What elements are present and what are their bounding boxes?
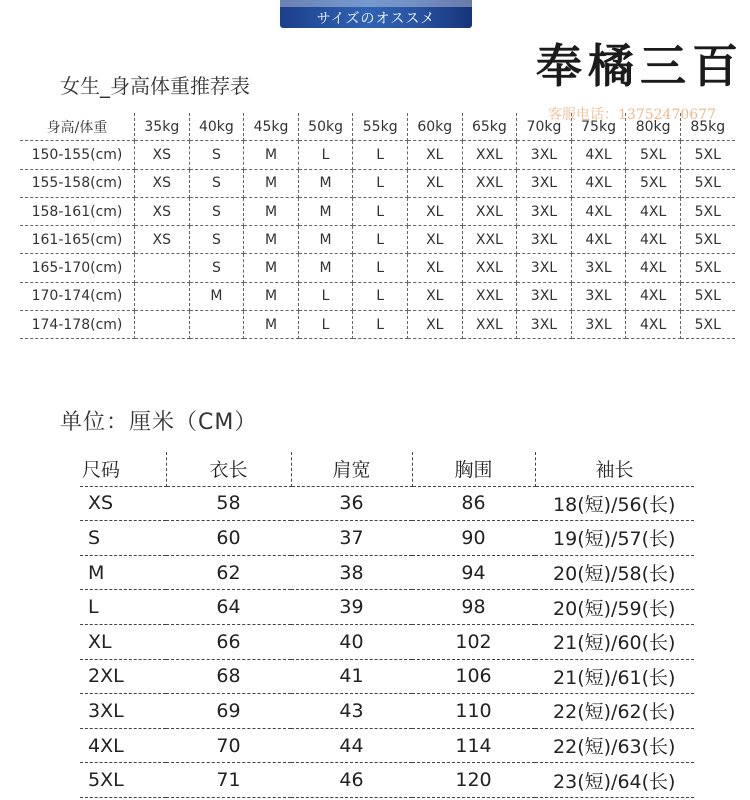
banner-subtitle: サイズのオススメ: [316, 11, 436, 27]
shoulder-value: 40: [291, 624, 412, 659]
recommended-size: M: [298, 197, 353, 225]
header-length: 衣长: [166, 452, 291, 486]
sleeve-value: 20(短)/59(长): [535, 590, 694, 625]
unit-title: 单位：厘米（CM）: [60, 410, 258, 435]
size-value: 5XL: [80, 763, 166, 798]
recommended-size: [135, 282, 190, 310]
weight-header: 85kg: [680, 113, 734, 141]
recommended-size: S: [189, 197, 244, 225]
weight-header: 45kg: [244, 113, 299, 141]
recommend-row: [20, 311, 735, 339]
recommended-size: 5XL: [626, 141, 681, 169]
size-value: L: [80, 590, 166, 625]
chest-value: 102: [412, 624, 535, 659]
sleeve-value: 21(短)/60(长): [535, 624, 694, 659]
length-value: 69: [166, 694, 291, 729]
chest-value: 98: [412, 590, 535, 625]
recommended-size: M: [244, 254, 299, 282]
recommended-size: XXL: [462, 197, 517, 225]
recommended-size: 4XL: [571, 169, 626, 197]
size-value: XS: [80, 486, 166, 521]
recommended-size: 3XL: [517, 169, 572, 197]
size-value: XL: [80, 624, 166, 659]
height-range: 174-178(cm): [20, 311, 135, 339]
size-value: M: [80, 555, 166, 590]
recommend-row: [20, 141, 735, 169]
measurement-row: [80, 763, 694, 798]
recommended-size: 3XL: [517, 254, 572, 282]
recommended-size: XL: [407, 197, 462, 225]
recommended-size: XS: [135, 169, 190, 197]
weight-header: 50kg: [298, 113, 353, 141]
sleeve-value: 18(短)/56(长): [535, 486, 694, 521]
recommended-size: 4XL: [626, 197, 681, 225]
header-chest: 胸围: [412, 452, 535, 486]
recommended-size: 3XL: [517, 226, 572, 254]
recommended-size: M: [244, 169, 299, 197]
recommended-size: [135, 254, 190, 282]
recommended-size: XXL: [462, 311, 517, 339]
recommended-size: L: [353, 226, 408, 254]
measurement-row: [80, 624, 694, 659]
header-size: 尺码: [80, 452, 166, 486]
height-range: 150-155(cm): [20, 141, 135, 169]
recommended-size: XXL: [462, 226, 517, 254]
recommend-row: [20, 197, 735, 225]
recommended-size: M: [244, 282, 299, 310]
shoulder-value: 39: [291, 590, 412, 625]
weight-header: 55kg: [353, 113, 408, 141]
recommend-row: [20, 226, 735, 254]
measurement-header-row: [80, 452, 694, 486]
sleeve-value: 20(短)/58(长): [535, 555, 694, 590]
shoulder-value: 41: [291, 659, 412, 694]
measurement-row: [80, 555, 694, 590]
recommended-size: 4XL: [571, 197, 626, 225]
recommended-size: 5XL: [680, 226, 734, 254]
recommended-size: XS: [135, 226, 190, 254]
recommended-size: 4XL: [626, 254, 681, 282]
recommended-size: M: [244, 226, 299, 254]
size-value: 2XL: [80, 659, 166, 694]
size-value: 3XL: [80, 694, 166, 729]
recommended-size: [189, 311, 244, 339]
recommended-size: S: [189, 226, 244, 254]
recommended-size: L: [298, 282, 353, 310]
chest-value: 86: [412, 486, 535, 521]
measurement-row: [80, 521, 694, 556]
recommended-size: 5XL: [680, 169, 734, 197]
chest-value: 94: [412, 555, 535, 590]
recommend-row: [20, 282, 735, 310]
recommended-size: 4XL: [571, 141, 626, 169]
recommended-size: M: [244, 311, 299, 339]
recommended-size: L: [353, 254, 408, 282]
recommend-header-row: [20, 113, 735, 141]
measurement-row: [80, 486, 694, 521]
header-shoulder: 肩宽: [291, 452, 412, 486]
recommended-size: M: [298, 169, 353, 197]
recommend-table-title: 女生_身高体重推荐表: [60, 74, 250, 98]
height-range: 165-170(cm): [20, 254, 135, 282]
recommended-size: 5XL: [680, 311, 734, 339]
weight-header: 35kg: [135, 113, 190, 141]
recommended-size: 3XL: [571, 282, 626, 310]
shoulder-value: 36: [291, 486, 412, 521]
recommended-size: L: [353, 141, 408, 169]
weight-header: 40kg: [189, 113, 244, 141]
header-sleeve: 袖长: [535, 452, 694, 486]
recommended-size: S: [189, 169, 244, 197]
sleeve-value: 23(短)/64(长): [535, 763, 694, 798]
recommended-size: 3XL: [517, 197, 572, 225]
recommended-size: 3XL: [571, 311, 626, 339]
height-range: 170-174(cm): [20, 282, 135, 310]
length-value: 66: [166, 624, 291, 659]
height-range: 155-158(cm): [20, 169, 135, 197]
recommended-size: XXL: [462, 254, 517, 282]
recommended-size: L: [353, 282, 408, 310]
recommended-size: M: [244, 141, 299, 169]
recommended-size: XL: [407, 282, 462, 310]
recommended-size: 4XL: [626, 226, 681, 254]
recommended-size: 4XL: [626, 311, 681, 339]
recommended-size: 3XL: [517, 141, 572, 169]
recommended-size: XL: [407, 169, 462, 197]
measurement-row: [80, 694, 694, 729]
recommended-size: M: [298, 226, 353, 254]
measurement-row: [80, 728, 694, 763]
sleeve-value: 19(短)/57(长): [535, 521, 694, 556]
length-value: 58: [166, 486, 291, 521]
recommended-size: 5XL: [680, 282, 734, 310]
recommended-size: L: [298, 141, 353, 169]
size-value: S: [80, 521, 166, 556]
recommended-size: XS: [135, 141, 190, 169]
corner-label: 身高/体重: [20, 113, 135, 141]
chest-value: 114: [412, 728, 535, 763]
recommended-size: 4XL: [626, 282, 681, 310]
length-value: 71: [166, 763, 291, 798]
recommend-table: [20, 113, 735, 339]
recommended-size: XXL: [462, 169, 517, 197]
recommended-size: 5XL: [626, 169, 681, 197]
size-value: 4XL: [80, 728, 166, 763]
sleeve-value: 22(短)/62(长): [535, 694, 694, 729]
recommended-size: L: [353, 311, 408, 339]
shoulder-value: 38: [291, 555, 412, 590]
chest-value: 120: [412, 763, 535, 798]
recommended-size: L: [353, 197, 408, 225]
recommend-row: [20, 169, 735, 197]
chest-value: 106: [412, 659, 535, 694]
header-banner: [280, 0, 472, 28]
recommended-size: XL: [407, 226, 462, 254]
shoulder-value: 46: [291, 763, 412, 798]
recommend-row: [20, 254, 735, 282]
recommended-size: 5XL: [680, 197, 734, 225]
recommended-size: XXL: [462, 141, 517, 169]
chest-value: 90: [412, 521, 535, 556]
banner-band: [280, 0, 472, 7]
chest-value: 110: [412, 694, 535, 729]
contact-phone: 客服电话：13752470677: [548, 107, 716, 123]
recommended-size: XL: [407, 311, 462, 339]
recommended-size: XL: [407, 254, 462, 282]
recommended-size: M: [189, 282, 244, 310]
length-value: 60: [166, 521, 291, 556]
height-range: 161-165(cm): [20, 226, 135, 254]
recommended-size: 5XL: [680, 141, 734, 169]
recommended-size: 4XL: [571, 226, 626, 254]
length-value: 62: [166, 555, 291, 590]
recommended-size: M: [298, 254, 353, 282]
shoulder-value: 43: [291, 694, 412, 729]
length-value: 70: [166, 728, 291, 763]
recommended-size: 5XL: [680, 254, 734, 282]
recommended-size: S: [189, 254, 244, 282]
measurement-table: [80, 452, 694, 798]
height-range: 158-161(cm): [20, 197, 135, 225]
length-value: 64: [166, 590, 291, 625]
weight-header: 75kg: [571, 113, 626, 141]
measurement-row: [80, 590, 694, 625]
recommended-size: S: [189, 141, 244, 169]
weight-header: 70kg: [517, 113, 572, 141]
shoulder-value: 44: [291, 728, 412, 763]
recommended-size: [135, 311, 190, 339]
sleeve-value: 21(短)/61(长): [535, 659, 694, 694]
weight-header: 60kg: [407, 113, 462, 141]
recommended-size: XL: [407, 141, 462, 169]
recommended-size: XS: [135, 197, 190, 225]
measurement-row: [80, 659, 694, 694]
weight-header: 65kg: [462, 113, 517, 141]
recommended-size: XXL: [462, 282, 517, 310]
recommended-size: 3XL: [571, 254, 626, 282]
shoulder-value: 37: [291, 521, 412, 556]
sleeve-value: 22(短)/63(长): [535, 728, 694, 763]
recommended-size: 3XL: [517, 311, 572, 339]
weight-header: 80kg: [626, 113, 681, 141]
brand-logo: 奉橘三百: [536, 39, 744, 93]
length-value: 68: [166, 659, 291, 694]
recommended-size: M: [244, 197, 299, 225]
recommended-size: L: [298, 311, 353, 339]
recommended-size: L: [353, 169, 408, 197]
recommended-size: 3XL: [517, 282, 572, 310]
